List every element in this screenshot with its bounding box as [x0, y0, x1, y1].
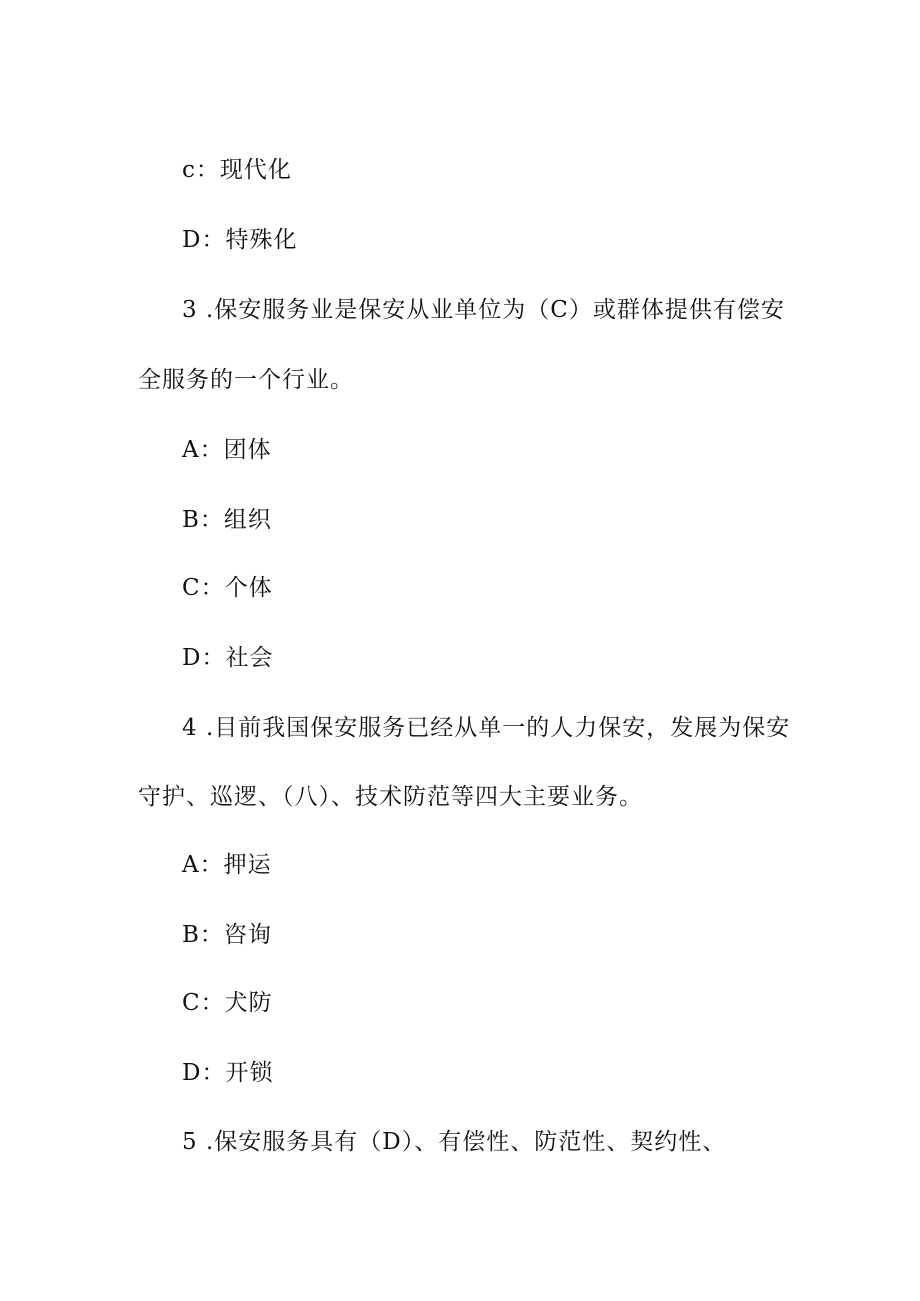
question-3-line-1: 3 .保安服务业是保安从业单位为（C）或群体提供有偿安 [182, 297, 785, 323]
question-5-line-1: 5 .保安服务具有（D）、有偿性、防范性、契约性、 [182, 1129, 727, 1155]
question-4-option-c: C：犬防 [182, 990, 273, 1016]
question-3-option-b: B：组织 [182, 507, 272, 533]
question-4-line-2: 守护、巡逻、（八）、技术防范等四大主要业务。 [138, 784, 643, 810]
question-3-option-d: D：社会 [182, 645, 274, 671]
question-3-option-c: C：个体 [182, 575, 273, 601]
option-d-previous-question: D：特殊化 [182, 227, 298, 253]
question-3-line-2: 全服务的一个行业。 [138, 367, 354, 393]
question-3-option-a: A：团体 [182, 437, 272, 463]
question-4-option-a: A：押运 [182, 852, 272, 878]
question-4-option-d: D：开锁 [182, 1060, 274, 1086]
question-4-line-1: 4 .目前我国保安服务已经从单一的人力保安，发展为保安 [182, 715, 791, 741]
question-4-option-b: B：咨询 [182, 922, 272, 948]
option-c-previous-question: c：现代化 [182, 157, 292, 183]
